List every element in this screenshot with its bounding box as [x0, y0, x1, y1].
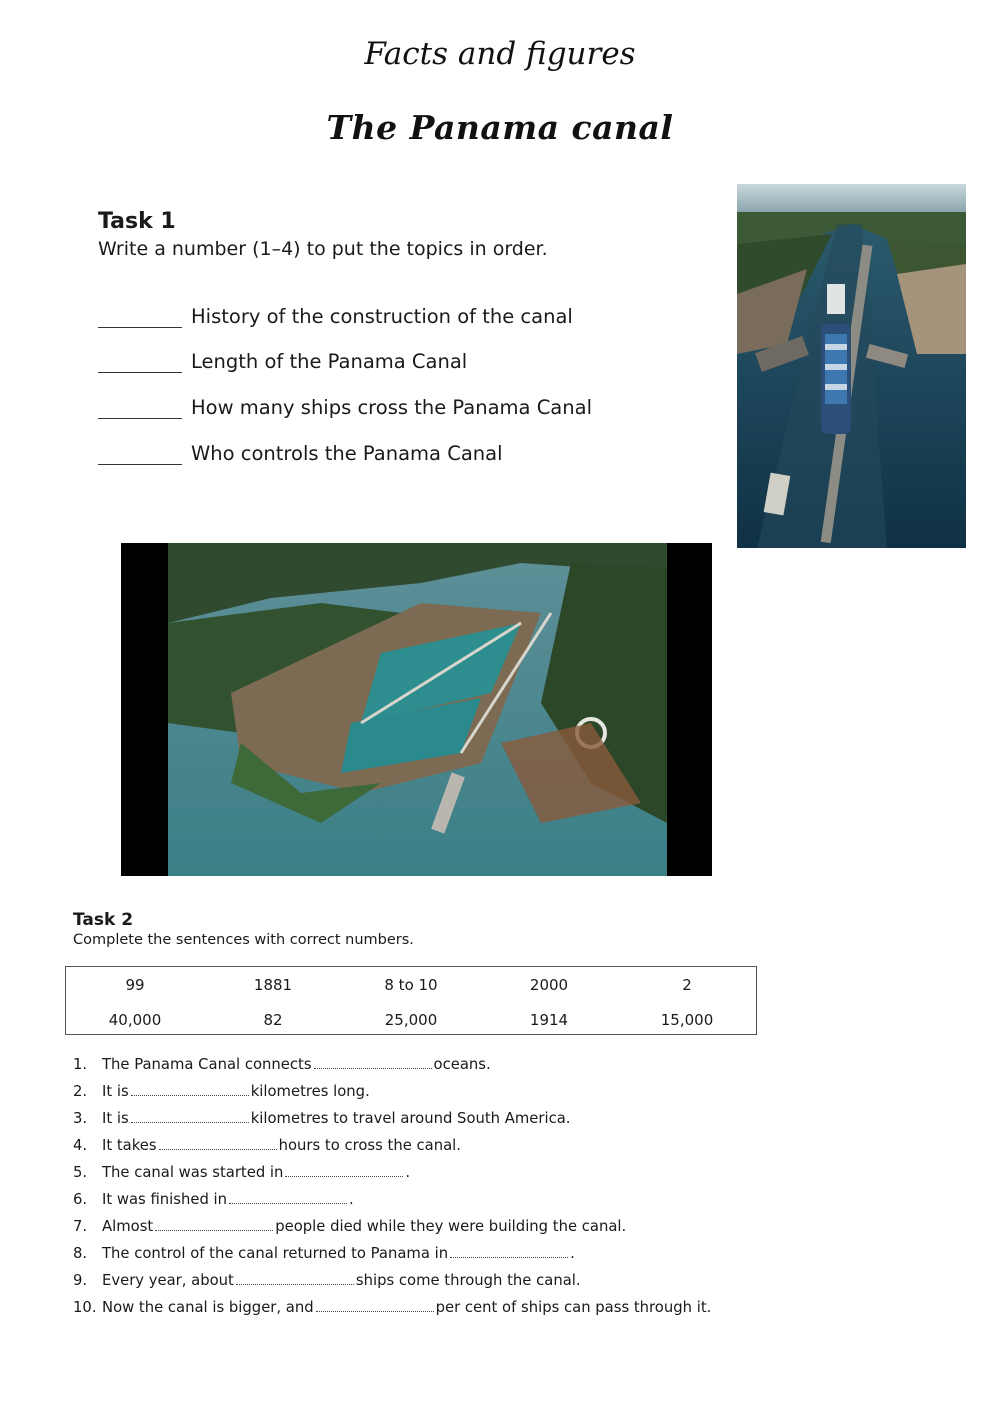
answer-blank[interactable]	[316, 1300, 434, 1312]
sentence-text: The Panama Canal connects	[102, 1056, 312, 1073]
sentence-text: It is	[102, 1110, 129, 1127]
sentence-text: It was finished in	[102, 1191, 228, 1208]
answer-blank[interactable]	[131, 1111, 249, 1123]
sentence-text: oceans.	[433, 1056, 491, 1073]
topic-label: How many ships cross the Panama Canal	[191, 396, 592, 419]
number-option: 25,000	[384, 1011, 438, 1029]
sentence-text: people died while they were building the canal.	[275, 1218, 627, 1235]
canal-ship-photo	[737, 184, 966, 548]
sentence-text: Now the canal is bigger, and	[102, 1299, 314, 1316]
answer-blank[interactable]	[98, 327, 182, 328]
sentence-number: 9.	[73, 1272, 88, 1289]
sentence-number: 4.	[73, 1137, 88, 1154]
number-option: 99	[125, 976, 145, 994]
sentence-item	[73, 1218, 626, 1235]
answer-blank[interactable]	[98, 464, 182, 465]
task1-heading: Task 1	[98, 209, 176, 234]
sentence-text: It is	[102, 1083, 129, 1100]
answer-blank[interactable]	[155, 1219, 273, 1231]
sentence-text: hours to cross the canal.	[278, 1137, 461, 1154]
sentence-number: 7.	[73, 1218, 88, 1235]
task2-instruction: Complete the sentences with correct numbers.	[73, 932, 414, 948]
number-option: 2000	[529, 976, 569, 994]
sentence-item	[73, 1191, 354, 1208]
answer-blank[interactable]	[131, 1084, 249, 1096]
answer-blank[interactable]	[450, 1246, 568, 1258]
sentence-item	[73, 1137, 461, 1154]
task2-heading: Task 2	[73, 910, 134, 930]
answer-blank[interactable]	[314, 1057, 432, 1069]
sentence-item	[73, 1164, 410, 1181]
answer-blank[interactable]	[236, 1273, 354, 1285]
sentence-text: The canal was started in	[102, 1164, 284, 1181]
topic-label: Length of the Panama Canal	[191, 350, 468, 373]
sentence-number: 10.	[73, 1299, 97, 1316]
sentence-item	[73, 1245, 575, 1262]
page-subtitle: The Panama canal	[326, 108, 674, 147]
sentence-text: per cent of ships can pass through it.	[435, 1299, 712, 1316]
topic-label: Who controls the Panama Canal	[191, 442, 503, 465]
sentence-item	[73, 1299, 711, 1316]
sentence-text: Almost	[102, 1218, 154, 1235]
answer-blank[interactable]	[98, 418, 182, 419]
sentence-number: 3.	[73, 1110, 88, 1127]
sentence-text: .	[405, 1164, 411, 1181]
topic-label: History of the construction of the canal	[191, 305, 573, 328]
sentence-item	[73, 1083, 370, 1100]
sentence-number: 6.	[73, 1191, 88, 1208]
sentence-number: 2.	[73, 1083, 88, 1100]
answer-blank[interactable]	[229, 1192, 347, 1204]
sentence-item	[73, 1056, 491, 1073]
sentence-number: 8.	[73, 1245, 88, 1262]
number-option: 15,000	[660, 1011, 714, 1029]
sentence-item	[73, 1272, 581, 1289]
number-option: 82	[263, 1011, 283, 1029]
sentence-text: .	[349, 1191, 354, 1208]
sentence-item	[73, 1110, 571, 1127]
sentence-text: ships come through the canal.	[355, 1272, 581, 1289]
sentence-text: kilometres to travel around South America.	[250, 1110, 571, 1127]
page-title: Facts and figures	[364, 36, 636, 72]
number-option: 1914	[529, 1011, 569, 1029]
answer-blank[interactable]	[98, 372, 182, 373]
canal-locks-photo	[121, 543, 712, 876]
sentence-number: 1.	[73, 1056, 88, 1073]
number-option: 40,000	[108, 1011, 162, 1029]
sentence-text: It takes	[102, 1137, 157, 1154]
task1-instruction: Write a number (1–4) to put the topics in order.	[98, 238, 548, 260]
answer-blank[interactable]	[159, 1138, 277, 1150]
number-option: 8 to 10	[384, 976, 438, 994]
sentence-text: The control of the canal returned to Panama in	[102, 1245, 449, 1262]
sentence-text: Every year, about	[102, 1272, 234, 1289]
sentence-text: .	[570, 1245, 575, 1262]
sentence-text: kilometres long.	[250, 1083, 370, 1100]
number-option: 2	[682, 976, 692, 994]
sentence-number: 5.	[73, 1164, 88, 1181]
number-option: 1881	[253, 976, 293, 994]
answer-blank[interactable]	[285, 1165, 403, 1177]
number-bank	[65, 966, 757, 1035]
